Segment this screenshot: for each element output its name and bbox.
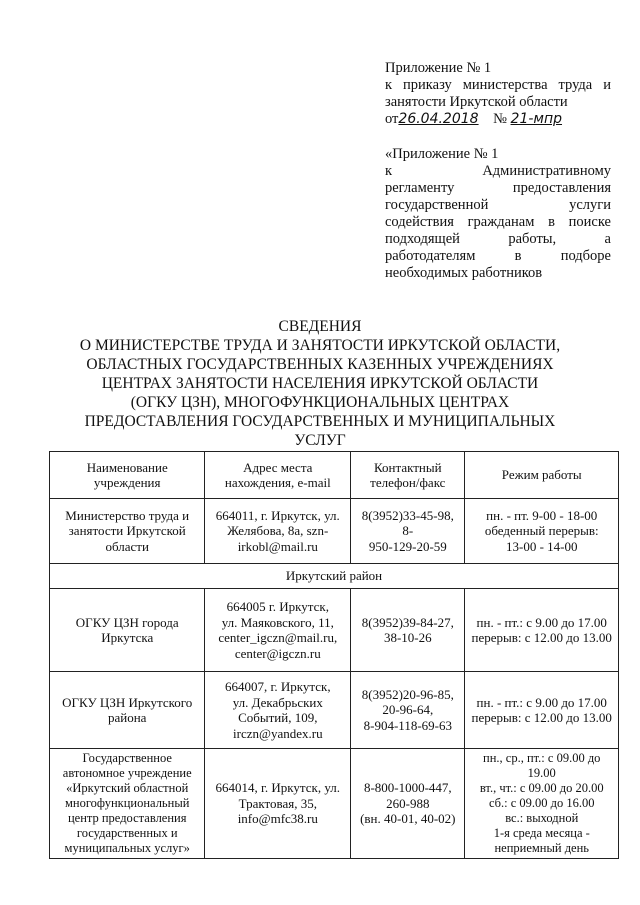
cell-address: 664007, г. Иркутск, ул. Декабрьских Событий, 109, irczn@yandex.ru [205,672,351,749]
appendix-order-line: к приказу министерства труда и [385,77,611,93]
appendix-block [385,60,611,282]
title-line: ПРЕДОСТАВЛЕНИЯ ГОСУДАРСТВЕННЫХ И МУНИЦИПАЛЬНЫХ [84,413,556,430]
date-prefix: от [385,111,399,127]
appendix2-title: «Приложение № 1 [385,146,499,162]
appendix-title: Приложение № 1 [385,60,492,76]
header-address: Адрес места нахождения, e-mail [205,452,351,499]
title-line: СВЕДЕНИЯ [278,318,362,335]
number-prefix: № [493,111,507,127]
table-row [50,672,619,749]
region-row [50,564,619,589]
header-hours: Режим работы [465,452,619,499]
table-header-row [50,452,619,499]
cell-name: ОГКУ ЦЗН города Иркутска [50,589,205,672]
cell-hours: пн. - пт.: с 9.00 до 17.00 перерыв: с 12.00 до 13.00 [465,589,619,672]
cell-phone: 8(3952)33-45-98, 8- 950-129-20-59 [351,499,465,564]
title-line: ЦЕНТРАХ ЗАНЯТОСТИ НАСЕЛЕНИЯ ИРКУТСКОЙ ОБЛАСТИ [101,375,539,392]
title-line: О МИНИСТЕРСТВЕ ТРУДА И ЗАНЯТОСТИ ИРКУТСКОЙ ОБЛАСТИ, [79,337,561,354]
cell-name: Министерство труда и занятости Иркутской области [50,499,205,564]
cell-address: 664005 г. Иркутск, ул. Маяковского, 11, center_igczn@mail.ru, center@igczn.ru [205,589,351,672]
appendix2-line: к Административному [385,163,611,179]
cell-phone: 8(3952)39-84-27, 38-10-26 [351,589,465,672]
appendix2-line: работодателям в подборе [385,248,611,264]
institutions-table [49,451,619,859]
cell-hours: пн., ср., пт.: с 09.00 до 19.00 вт., чт.: с 09.00 до 20.00 сб.: с 09.00 до 16.00 вс.: выходной 1-я среда месяца - неприемный день [465,749,619,859]
appendix2-line: содействия гражданам в поиске [385,214,611,230]
cell-hours: пн. - пт.: с 9.00 до 17.00 перерыв: с 12.00 до 13.00 [465,672,619,749]
cell-phone: 8-800-1000-447, 260-988 (вн. 40-01, 40-02) [351,749,465,859]
cell-phone: 8(3952)20-96-85, 20-96-64, 8-904-118-69-63 [351,672,465,749]
appendix2-line: регламенту предоставления [385,180,611,196]
table-row [50,749,619,859]
number-handwritten: 21-мпр [510,111,563,127]
appendix2-line: необходимых работников [385,265,543,281]
title-line: (ОГКУ ЦЗН), МНОГОФУНКЦИОНАЛЬНЫХ ЦЕНТРАХ [130,394,510,411]
title-line: УСЛУГ [294,432,346,449]
cell-name: Государственное автономное учреждение «Иркутский областной многофункциональный центр предоставления государственных и муниципальных услуг» [50,749,205,859]
appendix2-line: подходящей работы, а [385,231,611,247]
appendix2-line: государственной услуги [385,197,611,213]
appendix-date-line [385,111,611,128]
cell-name: ОГКУ ЦЗН Иркутского района [50,672,205,749]
table-row [50,499,619,564]
date-handwritten: 26.04.2018 [398,111,479,127]
table-row [50,589,619,672]
appendix-ministry-line: занятости Иркутской области [385,94,568,110]
cell-hours: пн. - пт. 9-00 - 18-00 обеденный перерыв: 13-00 - 14-00 [465,499,619,564]
title-line: ОБЛАСТНЫХ ГОСУДАРСТВЕННЫХ КАЗЕННЫХ УЧРЕЖДЕНИЯХ [86,356,554,373]
cell-address: 664011, г. Иркутск, ул. Желябова, 8а, szn- irkobl@mail.ru [205,499,351,564]
region-label: Иркутский район [50,564,619,589]
header-name: Наименование учреждения [50,452,205,499]
cell-address: 664014, г. Иркутск, ул. Трактовая, 35, info@mfc38.ru [205,749,351,859]
header-phone: Контактный телефон/факс [351,452,465,499]
document-title [60,317,580,450]
